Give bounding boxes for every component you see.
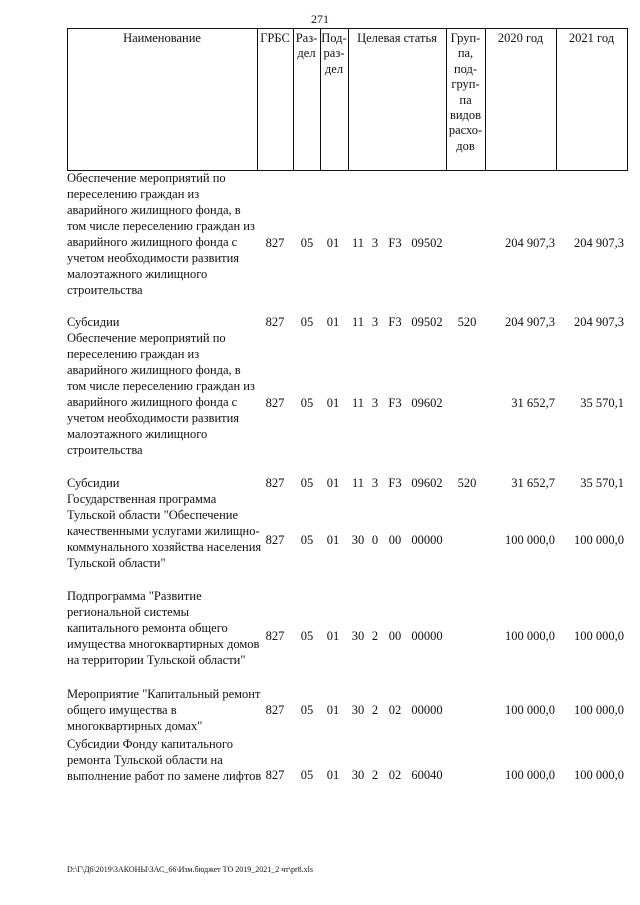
row-razdel: 05 bbox=[300, 629, 314, 643]
row-target-subprogram: 2 bbox=[371, 768, 379, 782]
row-name: Субсидии Фонду капитального ремонта Тульской области на выполнение работ по замене лифтов bbox=[67, 737, 262, 783]
header-divider bbox=[348, 29, 349, 170]
row-target-direction: 09602 bbox=[411, 476, 443, 490]
row-grbs: 827 bbox=[265, 703, 285, 717]
row-grbs: 827 bbox=[265, 315, 285, 329]
file-path-footer: D:\Г\Д6\2019\ЗАКОНЫ\ЗАС_66\Изм.бюджет ТО 2019_2021_2 чт\pr8.xls bbox=[67, 865, 313, 874]
row-2021: 35 570,1 bbox=[580, 476, 624, 490]
row-2021: 100 000,0 bbox=[574, 768, 624, 782]
row-target-direction: 60040 bbox=[411, 768, 443, 782]
row-name: Субсидии bbox=[67, 476, 120, 490]
row-name: Обеспечение мероприятий по переселению граждан из аварийного жилищного фонда, в том числе переселению граждан из аварийного жилищного фонда с учетом необходимости развития малоэтажного жилищного строительства bbox=[67, 331, 255, 457]
header-divider bbox=[556, 29, 557, 170]
page-number: 271 bbox=[311, 12, 329, 26]
row-razdel: 05 bbox=[300, 236, 314, 250]
row-target-event: 00 bbox=[388, 629, 402, 643]
row-podrazdel: 01 bbox=[326, 629, 340, 643]
row-target-subprogram: 2 bbox=[371, 629, 379, 643]
row-2021: 204 907,3 bbox=[574, 315, 624, 329]
row-2021: 100 000,0 bbox=[574, 629, 624, 643]
row-target-direction: 00000 bbox=[411, 533, 443, 547]
row-target-program: 11 bbox=[351, 396, 365, 410]
row-razdel: 05 bbox=[300, 476, 314, 490]
row-target-subprogram: 3 bbox=[371, 396, 379, 410]
header-grbs: ГРБС bbox=[260, 31, 290, 45]
row-grbs: 827 bbox=[265, 476, 285, 490]
row-2021: 100 000,0 bbox=[574, 533, 624, 547]
row-2020: 100 000,0 bbox=[505, 768, 555, 782]
row-target-program: 11 bbox=[351, 476, 365, 490]
row-grbs: 827 bbox=[265, 533, 285, 547]
row-target-program: 30 bbox=[351, 629, 365, 643]
row-target-event: F3 bbox=[388, 315, 402, 329]
header-divider bbox=[257, 29, 258, 170]
row-target-event: 02 bbox=[388, 703, 402, 717]
header-razdel: Раз- дел bbox=[295, 31, 318, 61]
row-target-direction: 09602 bbox=[411, 396, 443, 410]
row-razdel: 05 bbox=[300, 396, 314, 410]
row-2020: 100 000,0 bbox=[505, 533, 555, 547]
row-target-program: 11 bbox=[351, 315, 365, 329]
row-name: Подпрограмма "Развитие региональной системы капитального ремонта общего имущества многоквартирных домов на территории Тульской области" bbox=[67, 589, 260, 667]
header-podrazdel: Под- раз- дел bbox=[321, 31, 347, 76]
row-target-direction: 09502 bbox=[411, 236, 443, 250]
row-target-subprogram: 0 bbox=[371, 533, 379, 547]
row-grbs: 827 bbox=[265, 629, 285, 643]
row-target-direction: 00000 bbox=[411, 703, 443, 717]
row-name: Мероприятие "Капитальный ремонт общего имущества в многоквартирных домах" bbox=[67, 687, 261, 733]
header-2021: 2021 год bbox=[568, 31, 615, 45]
header-divider bbox=[485, 29, 486, 170]
row-2021: 204 907,3 bbox=[574, 236, 624, 250]
row-grbs: 827 bbox=[265, 396, 285, 410]
row-razdel: 05 bbox=[300, 768, 314, 782]
row-razdel: 05 bbox=[300, 703, 314, 717]
row-target-subprogram: 3 bbox=[371, 236, 379, 250]
header-name: Наименование bbox=[123, 31, 201, 45]
row-podrazdel: 01 bbox=[326, 396, 340, 410]
row-target-subprogram: 3 bbox=[371, 476, 379, 490]
row-target-subprogram: 3 bbox=[371, 315, 379, 329]
row-target-event: F3 bbox=[388, 236, 402, 250]
row-razdel: 05 bbox=[300, 533, 314, 547]
row-podrazdel: 01 bbox=[326, 703, 340, 717]
row-target-program: 30 bbox=[351, 703, 365, 717]
row-2020: 204 907,3 bbox=[505, 315, 555, 329]
row-target-program: 11 bbox=[351, 236, 365, 250]
header-target-article: Целевая статья bbox=[357, 31, 437, 45]
row-podrazdel: 01 bbox=[326, 768, 340, 782]
row-name: Обеспечение мероприятий по переселению граждан из аварийного жилищного фонда, в том числе переселению граждан из аварийного жилищного фонда с учетом необходимости развития малоэтажного жилищного строительства bbox=[67, 171, 255, 297]
table-header bbox=[67, 28, 628, 171]
row-name: Государственная программа Тульской области "Обеспечение качественными услугами жилищно-коммунального хозяйства населения Тульской области" bbox=[67, 492, 262, 570]
header-divider bbox=[67, 29, 68, 170]
row-group: 520 bbox=[457, 476, 477, 490]
row-2020: 31 652,7 bbox=[511, 396, 555, 410]
header-expense-group: Груп- па, под- груп- па видов расхо- дов bbox=[448, 31, 483, 153]
row-grbs: 827 bbox=[265, 768, 285, 782]
header-2020: 2020 год bbox=[497, 31, 544, 45]
row-target-direction: 00000 bbox=[411, 629, 443, 643]
row-target-direction: 09502 bbox=[411, 315, 443, 329]
row-podrazdel: 01 bbox=[326, 315, 340, 329]
row-target-program: 30 bbox=[351, 533, 365, 547]
row-razdel: 05 bbox=[300, 315, 314, 329]
row-2021: 100 000,0 bbox=[574, 703, 624, 717]
row-2020: 31 652,7 bbox=[511, 476, 555, 490]
row-podrazdel: 01 bbox=[326, 533, 340, 547]
row-2020: 204 907,3 bbox=[505, 236, 555, 250]
row-grbs: 827 bbox=[265, 236, 285, 250]
row-podrazdel: 01 bbox=[326, 236, 340, 250]
row-target-event: F3 bbox=[388, 396, 402, 410]
row-target-subprogram: 2 bbox=[371, 703, 379, 717]
row-target-program: 30 bbox=[351, 768, 365, 782]
row-target-event: 02 bbox=[388, 768, 402, 782]
row-2021: 35 570,1 bbox=[580, 396, 624, 410]
row-target-event: 00 bbox=[388, 533, 402, 547]
row-target-event: F3 bbox=[388, 476, 402, 490]
row-group: 520 bbox=[457, 315, 477, 329]
row-name: Субсидии bbox=[67, 315, 120, 329]
row-podrazdel: 01 bbox=[326, 476, 340, 490]
header-divider bbox=[627, 29, 628, 170]
row-2020: 100 000,0 bbox=[505, 629, 555, 643]
row-2020: 100 000,0 bbox=[505, 703, 555, 717]
